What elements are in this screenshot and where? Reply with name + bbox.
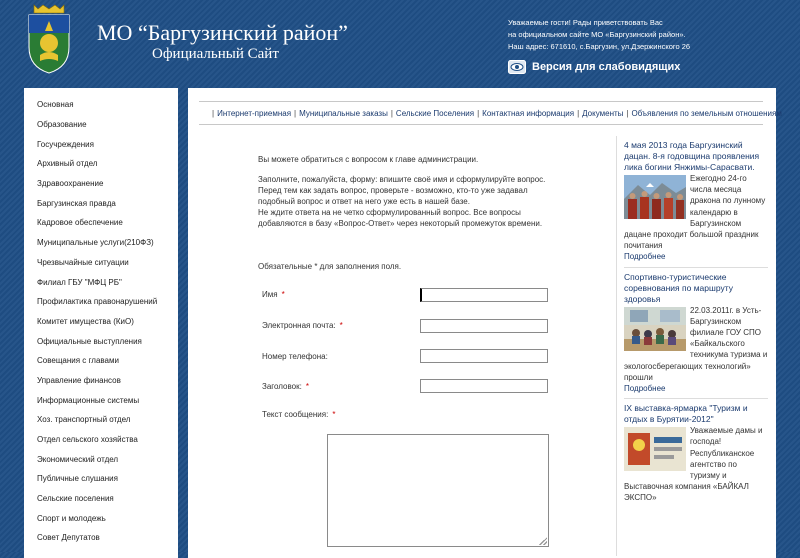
instruction-line: Заполните, пожалуйста, форму: впишите своё имя и сформулируйте вопрос. [258, 175, 546, 184]
nav-internet-reception[interactable]: Интернет-приемная [217, 108, 292, 118]
sidebar-item-official-speeches[interactable]: Официальные выступления [37, 336, 142, 346]
sidebar-item-rural-settlements[interactable]: Сельские поселения [37, 494, 114, 504]
nav-contacts[interactable]: Контактная информация [482, 108, 575, 118]
greeting-line: Уважаемые гости! Рады приветствовать Вас [508, 18, 663, 27]
sidebar-item-education[interactable]: Образование [37, 120, 87, 130]
sidebar-item-council[interactable]: Совет Депутатов [37, 533, 100, 543]
sidebar-item-economics[interactable]: Экономический отдел [37, 454, 119, 464]
subject-input[interactable] [420, 379, 548, 393]
greeting-line: на официальном сайте МО «Баргузинский район». [508, 30, 686, 39]
instruction-line: Перед тем как задать вопрос, проверьте - возможно, кто-то уже задавал [258, 186, 528, 195]
form-intro [258, 154, 558, 229]
news-body: Ежегодно 24-го числа месяца дракона по лунному календарю в Баргузинском дацане проходит большой праздник почитания [624, 174, 766, 251]
nav-rural-settlements[interactable]: Сельские Поселения [395, 108, 475, 118]
sidebar-item-meetings[interactable]: Совещания с главами [37, 356, 119, 366]
message-textarea[interactable] [327, 434, 549, 547]
site-subtitle: Официальный Сайт [152, 46, 279, 62]
news-title[interactable]: 4 мая 2013 года Баргузинский дацан. 8-я годовщина проявления лика богини Янжимы-Сарасвати. [624, 140, 760, 172]
read-more-link[interactable]: Подробнее [624, 252, 666, 262]
low-vision-label[interactable]: Версия для слабовидящих [532, 61, 681, 73]
column-divider [616, 136, 617, 556]
required-star: * [332, 410, 336, 419]
message-label: Текст сообщения: * [262, 410, 336, 419]
greeting-text [508, 17, 748, 53]
sidebar-item-municipal-services[interactable]: Муниципальные услуги(210ФЗ) [37, 238, 154, 248]
monks-photo[interactable] [624, 175, 686, 219]
resize-handle[interactable] [539, 537, 547, 545]
sidebar-item-gov-institutions[interactable]: Госучреждения [37, 139, 94, 149]
sidebar-item-crime-prevention[interactable]: Профилактика правонарушений [37, 297, 158, 307]
nav-documents[interactable]: Документы [582, 108, 624, 118]
required-note: Обязательные * для заполнения поля. [258, 262, 402, 271]
phone-label: Номер телефона: [262, 352, 328, 361]
coat-of-arms-logo[interactable] [26, 3, 72, 75]
sidebar-item-newspaper[interactable]: Баргузинская правда [37, 198, 116, 208]
news-title[interactable]: Спортивно-туристические соревнования по маршруту здоровья [624, 271, 733, 304]
subject-label: Заголовок: * [262, 382, 309, 391]
instruction-line: подобный вопрос и ответ на него уже есть в нашей базе. [258, 197, 470, 206]
eye-icon [508, 60, 526, 74]
sidebar-item-main[interactable]: Основная [37, 100, 74, 110]
exhibition-photo[interactable] [624, 427, 686, 471]
required-star: * [339, 321, 343, 330]
sidebar-item-info-systems[interactable]: Информационные системы [37, 395, 140, 405]
instructions [258, 174, 558, 229]
news-item [624, 140, 768, 263]
instruction-line: добавляются в базу «Вопрос-Ответ» через некоторый промежуток времени. [258, 219, 543, 228]
name-input[interactable] [420, 288, 548, 302]
name-label: Имя * [262, 290, 285, 299]
site-title: МО “Баргузинский район” [97, 20, 348, 45]
sidebar-item-healthcare[interactable]: Здравоохранение [37, 179, 104, 189]
instruction-line: Не ждите ответа на не четко сформулированный вопрос. Все вопросы [258, 208, 521, 217]
nav-municipal-orders[interactable]: Муниципальные заказы [299, 108, 388, 118]
main-content [188, 88, 782, 558]
top-navigation: | Интернет-приемная | Муниципальные заказы | Сельские Поселения | Контактная информация | Документы | Объявления по земельным отношениям [199, 101, 763, 125]
sidebar-menu [24, 88, 178, 558]
classroom-photo[interactable] [624, 307, 686, 351]
low-vision-version-link[interactable] [508, 60, 680, 74]
sidebar-item-finance[interactable]: Управление финансов [37, 375, 121, 385]
phone-input[interactable] [420, 349, 548, 363]
news-body: 22.03.2011г. в Усть-Баргузинском филиале ГОУ СПО «Байкальского техникума туризма и экологосберегающих технологий» прошли [624, 305, 768, 382]
email-label: Электронная почта: * [262, 321, 343, 330]
news-title[interactable]: IX выставка-ярмарка "Туризм и отдых в Бурятии-2012" [624, 403, 748, 425]
sidebar-item-sport-youth[interactable]: Спорт и молодежь [37, 513, 106, 523]
sidebar-item-agriculture[interactable]: Отдел сельского хозяйства [37, 435, 138, 445]
email-input[interactable] [420, 319, 548, 333]
news-body: Уважаемые дамы и господа! Республиканское агентство по туризму и Выставочная компания «БАЙКАЛ ЭКСПО» [624, 426, 763, 503]
sidebar-item-archive[interactable]: Архивный отдел [37, 159, 98, 169]
address-line: Наш адрес: 671610, с.Баргузин, ул.Дзержинского 26 [508, 42, 691, 51]
sidebar-item-property-committee[interactable]: Комитет имущества (КиО) [37, 316, 134, 326]
sidebar-item-mfc-branch[interactable]: Филиал ГБУ "МФЦ РБ" [37, 277, 122, 287]
news-column [624, 140, 768, 504]
news-item [624, 267, 768, 395]
sidebar-item-public-hearings[interactable]: Публичные слушания [37, 474, 118, 484]
sidebar-item-transport[interactable]: Хоз. транспортный отдел [37, 415, 131, 425]
sidebar-item-emergencies[interactable]: Чрезвычайные ситуации [37, 257, 129, 267]
required-star: * [305, 382, 309, 391]
news-item [624, 398, 768, 503]
intro-line: Вы можете обратиться с вопросом к главе администрации. [258, 155, 479, 164]
required-star: * [281, 290, 285, 299]
read-more-link[interactable]: Подробнее [624, 384, 666, 394]
nav-land-announcements[interactable]: Объявления по земельным отношениям [631, 108, 782, 118]
sidebar-item-staffing[interactable]: Кадровое обеспечение [37, 218, 123, 228]
